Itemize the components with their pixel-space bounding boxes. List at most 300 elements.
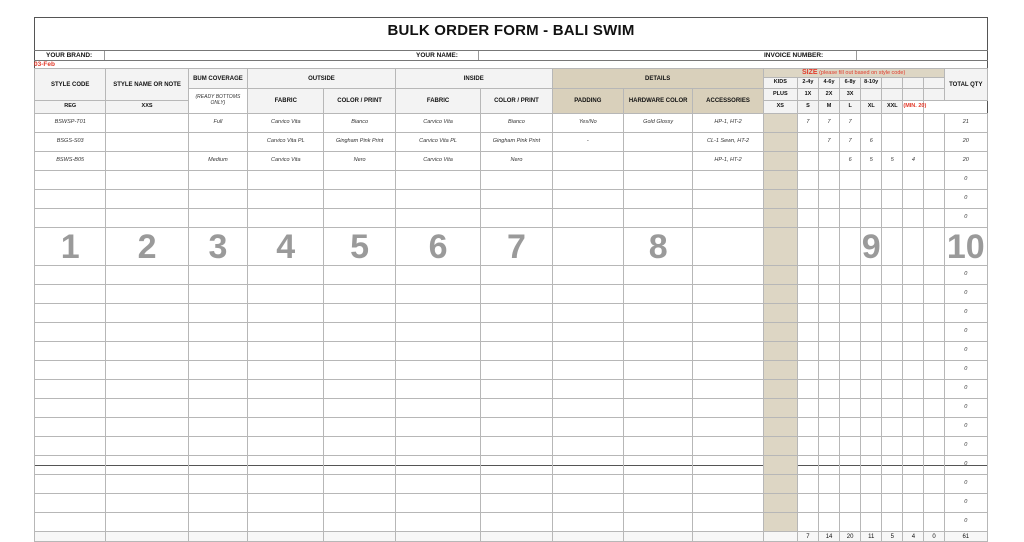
empty-cell[interactable] [840, 228, 861, 266]
size-qty-cell[interactable] [924, 114, 944, 133]
empty-cell[interactable] [861, 361, 882, 380]
empty-cell[interactable] [552, 437, 623, 456]
empty-cell[interactable] [882, 266, 903, 285]
empty-cell[interactable] [188, 418, 247, 437]
empty-cell[interactable] [797, 418, 818, 437]
empty-cell[interactable] [481, 456, 552, 475]
empty-cell[interactable] [188, 494, 247, 513]
empty-cell[interactable] [481, 513, 552, 532]
empty-cell[interactable] [882, 190, 903, 209]
padding-cell[interactable]: - [552, 133, 623, 152]
style-name-cell[interactable] [106, 133, 188, 152]
empty-cell[interactable] [552, 456, 623, 475]
empty-cell[interactable] [623, 399, 692, 418]
empty-cell[interactable] [818, 418, 839, 437]
accessories-cell[interactable]: HP-1, HT-2 [693, 114, 763, 133]
empty-cell[interactable] [882, 456, 903, 475]
empty-cell[interactable] [106, 475, 188, 494]
empty-cell[interactable] [861, 323, 882, 342]
empty-cell[interactable] [188, 513, 247, 532]
outside-color-cell[interactable]: Nero [324, 152, 395, 171]
empty-cell[interactable] [840, 494, 861, 513]
empty-cell[interactable] [552, 285, 623, 304]
style-name-cell[interactable] [106, 114, 188, 133]
empty-cell[interactable] [818, 266, 839, 285]
empty-cell[interactable] [882, 475, 903, 494]
empty-cell[interactable] [903, 285, 924, 304]
empty-cell[interactable] [693, 456, 763, 475]
empty-cell[interactable] [861, 190, 882, 209]
empty-cell[interactable] [35, 323, 106, 342]
empty-cell[interactable] [248, 513, 324, 532]
empty-cell[interactable] [623, 190, 692, 209]
empty-cell[interactable] [481, 285, 552, 304]
empty-cell[interactable] [623, 418, 692, 437]
empty-cell[interactable] [188, 399, 247, 418]
empty-cell[interactable] [797, 323, 818, 342]
empty-cell[interactable] [324, 209, 395, 228]
name-field[interactable] [478, 51, 759, 60]
empty-cell[interactable] [552, 266, 623, 285]
empty-cell[interactable] [840, 304, 861, 323]
empty-cell[interactable] [903, 494, 924, 513]
empty-cell[interactable] [324, 475, 395, 494]
empty-cell[interactable] [188, 285, 247, 304]
empty-cell[interactable] [924, 513, 944, 532]
inside-fabric-cell[interactable]: Carvico Vita PL [395, 133, 480, 152]
empty-cell[interactable] [924, 304, 944, 323]
empty-cell[interactable] [861, 418, 882, 437]
size-qty-cell[interactable]: 4 [903, 152, 924, 171]
empty-cell[interactable] [818, 494, 839, 513]
empty-cell[interactable] [188, 266, 247, 285]
empty-cell[interactable] [552, 342, 623, 361]
empty-cell[interactable] [693, 304, 763, 323]
empty-cell[interactable] [481, 494, 552, 513]
empty-cell[interactable] [623, 361, 692, 380]
empty-cell[interactable] [903, 361, 924, 380]
empty-cell[interactable] [693, 342, 763, 361]
empty-cell[interactable] [903, 380, 924, 399]
empty-cell[interactable] [106, 456, 188, 475]
empty-cell[interactable] [861, 304, 882, 323]
outside-fabric-cell[interactable]: Carvico Vita PL [248, 133, 324, 152]
empty-cell[interactable] [248, 190, 324, 209]
empty-cell[interactable] [623, 266, 692, 285]
inside-color-cell[interactable]: Gingham Pink Print [481, 133, 552, 152]
empty-cell[interactable] [324, 456, 395, 475]
empty-cell[interactable] [481, 418, 552, 437]
outside-fabric-cell[interactable]: Carvico Vita [248, 152, 324, 171]
empty-cell[interactable] [395, 418, 480, 437]
empty-cell[interactable] [552, 494, 623, 513]
empty-cell[interactable] [324, 494, 395, 513]
empty-cell[interactable] [395, 190, 480, 209]
empty-cell[interactable] [395, 475, 480, 494]
inside-fabric-cell[interactable]: Carvico Vita [395, 114, 480, 133]
size-qty-cell[interactable] [818, 152, 839, 171]
empty-cell[interactable] [882, 285, 903, 304]
empty-cell[interactable] [797, 266, 818, 285]
empty-cell[interactable] [882, 209, 903, 228]
empty-cell[interactable] [840, 399, 861, 418]
empty-cell[interactable] [188, 380, 247, 399]
style-code-cell[interactable]: BSWS-B05 [35, 152, 106, 171]
empty-cell[interactable] [882, 361, 903, 380]
empty-cell[interactable] [395, 266, 480, 285]
empty-cell[interactable] [924, 475, 944, 494]
outside-color-cell[interactable]: Bianco [324, 114, 395, 133]
empty-cell[interactable] [818, 323, 839, 342]
empty-cell[interactable] [818, 475, 839, 494]
empty-cell[interactable] [903, 418, 924, 437]
empty-cell[interactable] [903, 475, 924, 494]
empty-cell[interactable] [882, 418, 903, 437]
empty-cell[interactable] [35, 171, 106, 190]
empty-cell[interactable] [248, 399, 324, 418]
empty-cell[interactable] [324, 342, 395, 361]
empty-cell[interactable] [395, 342, 480, 361]
empty-cell[interactable] [818, 513, 839, 532]
empty-cell[interactable] [903, 266, 924, 285]
empty-cell[interactable] [903, 342, 924, 361]
empty-cell[interactable] [481, 209, 552, 228]
empty-cell[interactable] [797, 513, 818, 532]
size-qty-cell[interactable]: 7 [840, 133, 861, 152]
empty-cell[interactable] [693, 380, 763, 399]
empty-cell[interactable] [924, 437, 944, 456]
empty-cell[interactable] [106, 304, 188, 323]
empty-cell[interactable] [924, 285, 944, 304]
empty-cell[interactable] [797, 171, 818, 190]
empty-cell[interactable] [797, 456, 818, 475]
empty-cell[interactable] [693, 399, 763, 418]
empty-cell[interactable] [693, 437, 763, 456]
empty-cell[interactable] [840, 171, 861, 190]
empty-cell[interactable] [924, 342, 944, 361]
empty-cell[interactable] [324, 399, 395, 418]
empty-cell[interactable] [797, 342, 818, 361]
empty-cell[interactable] [552, 190, 623, 209]
empty-cell[interactable] [924, 399, 944, 418]
empty-cell[interactable] [797, 190, 818, 209]
empty-cell[interactable] [797, 475, 818, 494]
empty-cell[interactable] [552, 399, 623, 418]
empty-cell[interactable] [882, 399, 903, 418]
empty-cell[interactable] [106, 266, 188, 285]
empty-cell[interactable] [623, 475, 692, 494]
empty-cell[interactable] [693, 228, 763, 266]
empty-cell[interactable] [623, 513, 692, 532]
empty-cell[interactable] [106, 285, 188, 304]
empty-cell[interactable] [882, 171, 903, 190]
empty-cell[interactable] [693, 171, 763, 190]
empty-cell[interactable] [481, 342, 552, 361]
empty-cell[interactable] [248, 266, 324, 285]
empty-cell[interactable] [623, 171, 692, 190]
size-qty-cell[interactable]: 5 [861, 152, 882, 171]
empty-cell[interactable] [481, 323, 552, 342]
empty-cell[interactable] [106, 190, 188, 209]
empty-cell[interactable] [924, 190, 944, 209]
size-qty-cell[interactable]: 6 [840, 152, 861, 171]
empty-cell[interactable] [35, 399, 106, 418]
empty-cell[interactable] [861, 513, 882, 532]
style-code-cell[interactable]: BSWSP-T01 [35, 114, 106, 133]
empty-cell[interactable] [818, 209, 839, 228]
empty-cell[interactable] [248, 380, 324, 399]
empty-cell[interactable] [797, 228, 818, 266]
empty-cell[interactable] [324, 266, 395, 285]
empty-cell[interactable] [481, 380, 552, 399]
empty-cell[interactable] [248, 456, 324, 475]
empty-cell[interactable] [552, 304, 623, 323]
empty-cell[interactable] [106, 418, 188, 437]
empty-cell[interactable] [840, 342, 861, 361]
empty-cell[interactable] [840, 418, 861, 437]
empty-cell[interactable] [35, 380, 106, 399]
empty-cell[interactable] [693, 266, 763, 285]
style-code-cell[interactable]: BSGS-S03 [35, 133, 106, 152]
empty-cell[interactable] [623, 437, 692, 456]
empty-cell[interactable] [903, 513, 924, 532]
empty-cell[interactable] [797, 494, 818, 513]
empty-cell[interactable] [882, 380, 903, 399]
empty-cell[interactable] [481, 399, 552, 418]
empty-cell[interactable] [395, 456, 480, 475]
empty-cell[interactable] [106, 209, 188, 228]
accessories-cell[interactable]: HP-1, HT-2 [693, 152, 763, 171]
empty-cell[interactable] [552, 418, 623, 437]
empty-cell[interactable] [924, 380, 944, 399]
accessories-cell[interactable]: CL-1 Sewn, HT-2 [693, 133, 763, 152]
empty-cell[interactable] [481, 171, 552, 190]
empty-cell[interactable] [840, 285, 861, 304]
empty-cell[interactable] [35, 342, 106, 361]
empty-cell[interactable] [840, 209, 861, 228]
empty-cell[interactable] [106, 171, 188, 190]
empty-cell[interactable] [861, 209, 882, 228]
bum-cell[interactable]: Medium [188, 152, 247, 171]
empty-cell[interactable] [106, 399, 188, 418]
empty-cell[interactable] [188, 475, 247, 494]
empty-cell[interactable] [924, 456, 944, 475]
empty-cell[interactable] [797, 399, 818, 418]
empty-cell[interactable] [395, 437, 480, 456]
empty-cell[interactable] [106, 361, 188, 380]
hardware-cell[interactable]: Gold Glossy [623, 114, 692, 133]
empty-cell[interactable] [903, 399, 924, 418]
empty-cell[interactable] [248, 209, 324, 228]
empty-cell[interactable] [106, 323, 188, 342]
empty-cell[interactable] [623, 494, 692, 513]
empty-cell[interactable] [188, 190, 247, 209]
empty-cell[interactable] [903, 437, 924, 456]
size-qty-cell[interactable] [924, 133, 944, 152]
empty-cell[interactable] [797, 361, 818, 380]
empty-cell[interactable] [882, 304, 903, 323]
empty-cell[interactable] [693, 494, 763, 513]
empty-cell[interactable] [882, 437, 903, 456]
empty-cell[interactable] [840, 380, 861, 399]
empty-cell[interactable] [903, 171, 924, 190]
empty-cell[interactable] [106, 342, 188, 361]
empty-cell[interactable] [552, 209, 623, 228]
empty-cell[interactable] [552, 380, 623, 399]
empty-cell[interactable] [248, 285, 324, 304]
empty-cell[interactable] [882, 494, 903, 513]
empty-cell[interactable] [861, 494, 882, 513]
empty-cell[interactable] [797, 209, 818, 228]
empty-cell[interactable] [924, 171, 944, 190]
empty-cell[interactable] [188, 456, 247, 475]
empty-cell[interactable] [693, 190, 763, 209]
empty-cell[interactable] [797, 380, 818, 399]
empty-cell[interactable] [248, 323, 324, 342]
outside-fabric-cell[interactable]: Carvico Vita [248, 114, 324, 133]
empty-cell[interactable] [248, 494, 324, 513]
empty-cell[interactable] [552, 171, 623, 190]
size-qty-cell[interactable]: 6 [861, 133, 882, 152]
empty-cell[interactable] [623, 456, 692, 475]
hardware-cell[interactable] [623, 133, 692, 152]
size-qty-cell[interactable] [903, 114, 924, 133]
empty-cell[interactable] [395, 513, 480, 532]
empty-cell[interactable] [623, 323, 692, 342]
empty-cell[interactable] [623, 209, 692, 228]
empty-cell[interactable] [924, 323, 944, 342]
empty-cell[interactable] [324, 285, 395, 304]
empty-cell[interactable] [248, 437, 324, 456]
empty-cell[interactable] [924, 266, 944, 285]
empty-cell[interactable] [840, 190, 861, 209]
empty-cell[interactable] [818, 456, 839, 475]
empty-cell[interactable] [693, 513, 763, 532]
empty-cell[interactable] [35, 494, 106, 513]
empty-cell[interactable] [324, 437, 395, 456]
empty-cell[interactable] [797, 285, 818, 304]
empty-cell[interactable] [818, 171, 839, 190]
size-qty-cell[interactable] [903, 133, 924, 152]
empty-cell[interactable] [35, 513, 106, 532]
empty-cell[interactable] [188, 304, 247, 323]
empty-cell[interactable] [818, 342, 839, 361]
empty-cell[interactable] [840, 456, 861, 475]
bum-cell[interactable]: Full [188, 114, 247, 133]
empty-cell[interactable] [818, 304, 839, 323]
empty-cell[interactable] [35, 437, 106, 456]
empty-cell[interactable] [818, 380, 839, 399]
inside-color-cell[interactable]: Bianco [481, 114, 552, 133]
empty-cell[interactable] [395, 380, 480, 399]
empty-cell[interactable] [395, 494, 480, 513]
empty-cell[interactable] [35, 418, 106, 437]
empty-cell[interactable] [840, 266, 861, 285]
empty-cell[interactable] [882, 323, 903, 342]
empty-cell[interactable] [324, 361, 395, 380]
empty-cell[interactable] [818, 399, 839, 418]
empty-cell[interactable] [324, 304, 395, 323]
empty-cell[interactable] [188, 323, 247, 342]
empty-cell[interactable] [840, 361, 861, 380]
empty-cell[interactable] [248, 171, 324, 190]
empty-cell[interactable] [552, 323, 623, 342]
empty-cell[interactable] [861, 285, 882, 304]
empty-cell[interactable] [35, 285, 106, 304]
empty-cell[interactable] [324, 418, 395, 437]
empty-cell[interactable] [395, 171, 480, 190]
empty-cell[interactable] [882, 342, 903, 361]
empty-cell[interactable] [882, 513, 903, 532]
size-qty-cell[interactable] [882, 133, 903, 152]
empty-cell[interactable] [395, 399, 480, 418]
empty-cell[interactable] [924, 494, 944, 513]
empty-cell[interactable] [35, 475, 106, 494]
empty-cell[interactable] [324, 171, 395, 190]
empty-cell[interactable] [623, 380, 692, 399]
empty-cell[interactable] [840, 323, 861, 342]
empty-cell[interactable] [248, 342, 324, 361]
empty-cell[interactable] [861, 437, 882, 456]
padding-cell[interactable]: Yes/No [552, 114, 623, 133]
empty-cell[interactable] [106, 513, 188, 532]
empty-cell[interactable] [623, 285, 692, 304]
empty-cell[interactable] [693, 475, 763, 494]
empty-cell[interactable] [35, 266, 106, 285]
empty-cell[interactable] [903, 190, 924, 209]
invoice-field[interactable] [856, 51, 987, 60]
size-qty-cell[interactable] [861, 114, 882, 133]
empty-cell[interactable] [395, 323, 480, 342]
empty-cell[interactable] [395, 304, 480, 323]
empty-cell[interactable] [861, 380, 882, 399]
empty-cell[interactable] [188, 171, 247, 190]
empty-cell[interactable] [248, 475, 324, 494]
empty-cell[interactable] [797, 437, 818, 456]
size-qty-cell[interactable] [797, 152, 818, 171]
empty-cell[interactable] [481, 266, 552, 285]
empty-cell[interactable] [623, 342, 692, 361]
empty-cell[interactable] [861, 456, 882, 475]
empty-cell[interactable] [248, 418, 324, 437]
empty-cell[interactable] [903, 323, 924, 342]
empty-cell[interactable] [552, 513, 623, 532]
empty-cell[interactable] [188, 209, 247, 228]
empty-cell[interactable] [106, 437, 188, 456]
empty-cell[interactable] [324, 190, 395, 209]
empty-cell[interactable] [818, 190, 839, 209]
style-name-cell[interactable] [106, 152, 188, 171]
empty-cell[interactable] [818, 228, 839, 266]
empty-cell[interactable] [248, 304, 324, 323]
empty-cell[interactable] [924, 418, 944, 437]
outside-color-cell[interactable]: Gingham Pink Print [324, 133, 395, 152]
size-qty-cell[interactable]: 7 [818, 133, 839, 152]
empty-cell[interactable] [693, 361, 763, 380]
size-qty-cell[interactable]: 7 [840, 114, 861, 133]
empty-cell[interactable] [818, 361, 839, 380]
empty-cell[interactable] [623, 304, 692, 323]
empty-cell[interactable] [840, 475, 861, 494]
empty-cell[interactable] [188, 437, 247, 456]
empty-cell[interactable] [797, 304, 818, 323]
empty-cell[interactable] [882, 228, 903, 266]
brand-field[interactable] [104, 51, 415, 60]
empty-cell[interactable] [861, 475, 882, 494]
empty-cell[interactable] [861, 171, 882, 190]
empty-cell[interactable] [693, 209, 763, 228]
size-qty-cell[interactable] [797, 133, 818, 152]
